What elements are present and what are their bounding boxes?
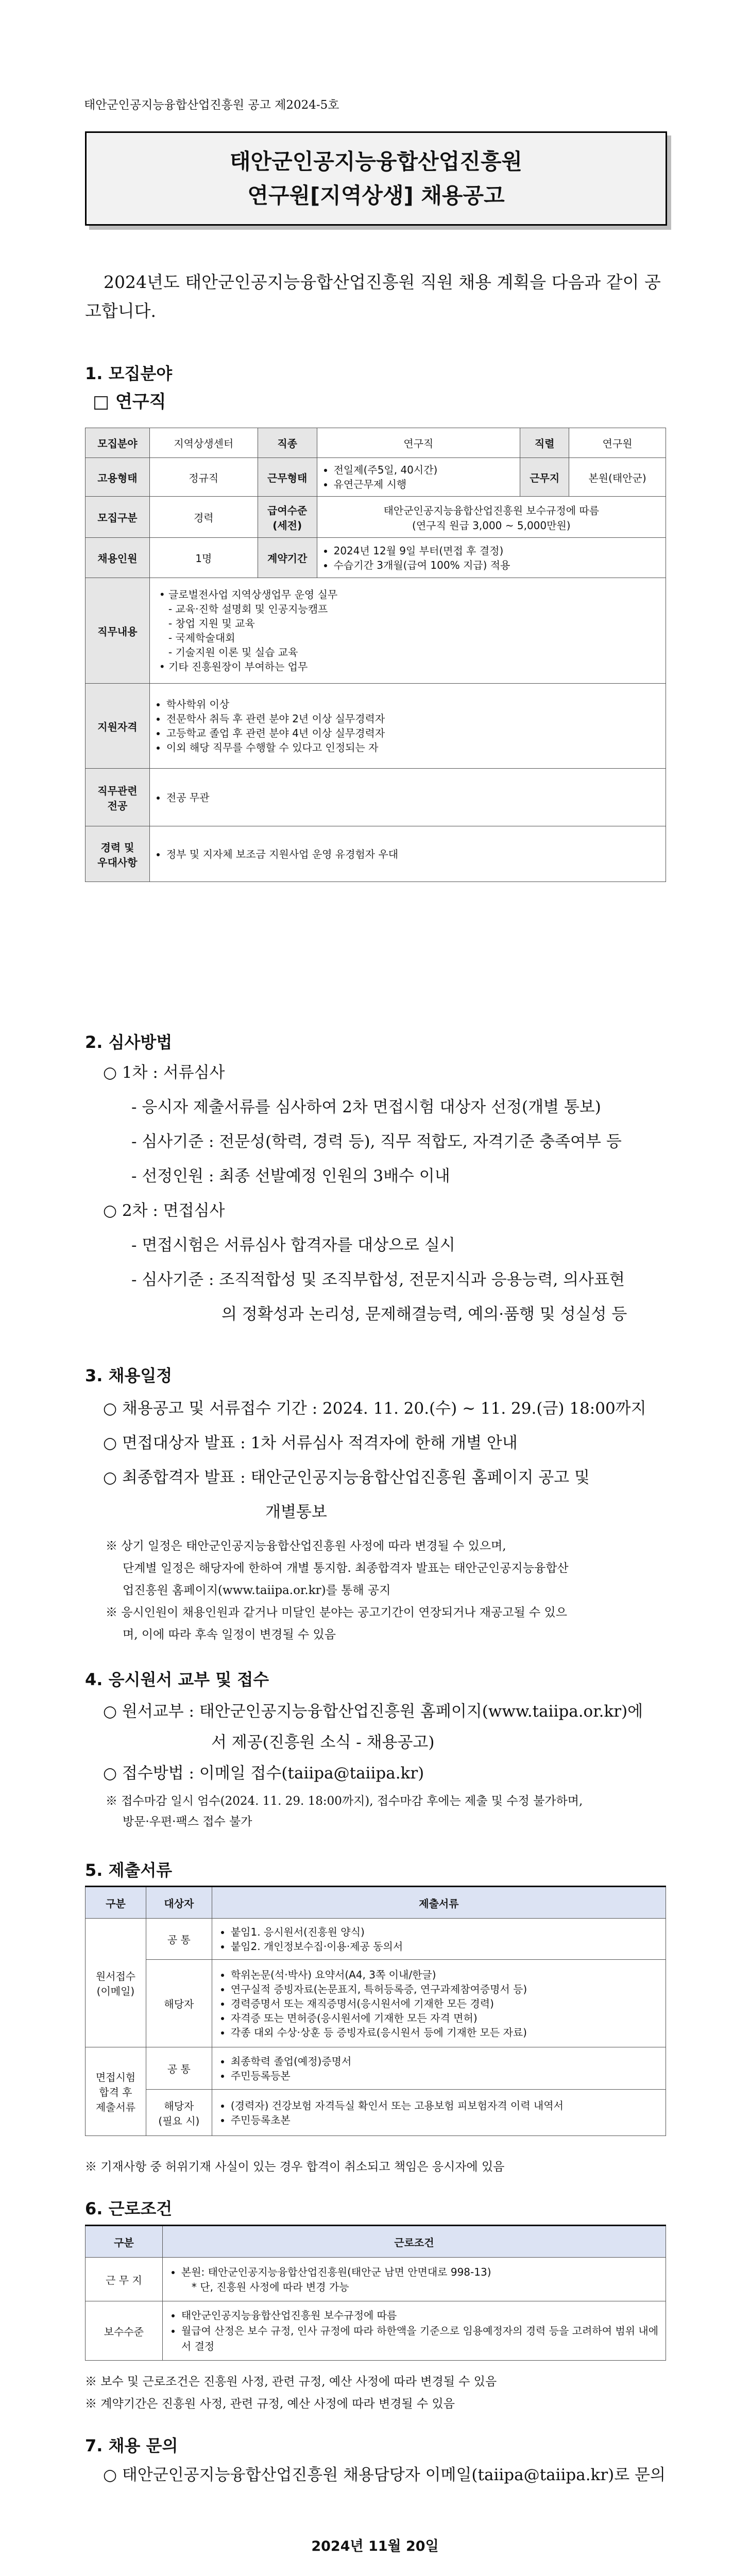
target-cell: 해당자 (필요 시): [146, 2090, 212, 2136]
text-line: ○ 원서교부 : 태안군인공지능융합산업진흥원 홈페이지(www.taiipa.or.kr)에: [103, 1702, 643, 1721]
note-line: ※ 상기 일정은 태안군인공지능융합산업진흥원 사정에 따라 변경될 수 있으며,: [106, 1539, 506, 1553]
column-header: 구분: [86, 2226, 163, 2258]
cell-value: [149, 769, 666, 826]
title-box: [85, 131, 667, 226]
cell-value: [149, 826, 666, 882]
section-1-heading: 1. 모집분야: [85, 364, 173, 383]
list-item: • 연구실적 증빙자료(논문표지, 특허등록증, 연구과제참여증명서 등): [231, 1982, 659, 1996]
list-item: - 국제학술대회: [168, 632, 235, 644]
header-part: 급여수준: [267, 504, 308, 517]
note-line: ※ 보수 및 근로조건은 진흥원 사정, 관련 규정, 예산 사정에 따라 변경될 수 있음: [85, 2375, 497, 2388]
intro-paragraph: 2024년도 태안군인공지능융합산업진흥원 직원 채용 계획을 다음과 같이 공고합니다.: [85, 272, 661, 321]
cell-value: [317, 458, 520, 497]
row-header: 보수수준: [86, 2301, 163, 2361]
text-line: 개별통보: [265, 1503, 327, 1521]
column-header: 근로조건: [162, 2226, 666, 2258]
list-item: - 교육·진학 설명회 및 인공지능캠프: [168, 603, 328, 615]
text-line: - 심사기준 : 전문성(학력, 경력 등), 직무 적합도, 자격기준 충족여부 등: [131, 1132, 622, 1151]
condition-cell: [162, 2301, 666, 2361]
text-line: 의 정확성과 논리성, 문제해결능력, 예의·품행 및 성실성 등: [221, 1305, 627, 1324]
text-line: ○ 접수방법 : 이메일 접수(taiipa@taiipa.kr): [103, 1764, 424, 1783]
cell-header: 모집구분: [86, 497, 150, 538]
recruitment-table: [85, 428, 666, 882]
note-line: ※ 응시인원이 채용인원과 같거나 미달인 분야는 공고기간이 연장되거나 재공고될 수 있으: [106, 1606, 567, 1619]
cell-value: 1명: [149, 538, 258, 578]
cell-header: 고용형태: [86, 458, 150, 497]
condition-note: * 단, 진흥원 사정에 따라 변경 가능: [191, 2281, 349, 2293]
list-item: • 이외 해당 직무를 수행할 수 있다고 인정되는 자: [166, 740, 660, 755]
text-line: - 심사기준 : 조직적합성 및 조직부합성, 전문지식과 응용능력, 의사표현: [131, 1270, 625, 1289]
list-item: • 글로벌전사업 지역상생업무 운영 실무: [159, 588, 338, 601]
list-item: • 기타 진흥원장이 부여하는 업무: [159, 660, 308, 673]
list-item: • 주민등록등본: [231, 2069, 659, 2083]
list-item: • 붙임1. 응시원서(진흥원 양식): [231, 1925, 659, 1939]
list-item: • 전공 무관: [166, 790, 660, 805]
cell-header: [258, 497, 317, 538]
section-4-heading: 4. 응시원서 교부 및 접수: [85, 1670, 269, 1689]
column-header: 구분: [86, 1887, 146, 1919]
docs-cell: [212, 1960, 666, 2047]
notice-number: 태안군인공지능융합산업진흥원 공고 제2024-5호: [84, 98, 339, 112]
cell-header: 직무내용: [86, 578, 150, 684]
text-line: ○ 최종합격자 발표 : 태안군인공지능융합산업진흥원 홈페이지 공고 및: [103, 1468, 590, 1487]
cell-header: 계약기간: [258, 538, 317, 578]
section-1-subheading: □ 연구직: [93, 392, 166, 412]
cell-header: 모집분야: [86, 428, 150, 458]
list-item: • 수습기간 3개월(급여 100% 지급) 적용: [334, 558, 660, 572]
cell-header: 경력 및 우대사항: [86, 826, 150, 882]
list-item: • (경력자) 건강보험 자격득실 확인서 또는 고용보험 피보험자격 이력 내역서: [231, 2098, 659, 2113]
text-line: 서 제공(진흥원 소식 - 채용공고): [211, 1733, 435, 1752]
note-line: ※ 접수마감 일시 엄수(2024. 11. 29. 18:00까지), 접수마감 후에는 제출 및 수정 불가하며,: [106, 1794, 583, 1808]
column-header: 대상자: [146, 1887, 212, 1919]
docs-cell: [212, 2047, 666, 2090]
list-item: • 유연근무제 시행: [334, 477, 515, 492]
salary-line-1: 태안군인공지능융합산업진흥원 보수규정에 따름: [383, 504, 600, 517]
note-line: 단계별 일정은 해당자에 한하여 개별 통지함. 최종합격자 발표는 태안군인공지능융합산: [123, 1562, 569, 1575]
documents-table: [85, 1886, 666, 2136]
cell-value: [317, 538, 666, 578]
cell-value: [149, 578, 666, 684]
list-item: • 학위논문(석·박사) 요약서(A4, 3쪽 이내/한글): [231, 1968, 659, 1982]
text-line: ○ 면접대상자 발표 : 1차 서류심사 적격자에 한해 개별 안내: [103, 1434, 518, 1452]
title-line-2: 연구원[지역상생] 채용공고: [247, 182, 505, 208]
text-line: - 응시자 제출서류를 심사하여 2차 면접시험 대상자 선정(개별 통보): [131, 1098, 601, 1116]
column-header: 제출서류: [212, 1887, 666, 1919]
cell-value: 경력: [149, 497, 258, 538]
target-cell: 공 통: [146, 1919, 212, 1960]
text-line: - 선정인원 : 최종 선발예정 인원의 3배수 이내: [131, 1167, 450, 1185]
note-line: 업진흥원 홈페이지(www.taiipa.or.kr)를 통해 공지: [123, 1584, 391, 1597]
target-cell: 공 통: [146, 2047, 212, 2090]
list-item: • 정부 및 지자체 보조금 지원사업 운영 유경험자 우대: [166, 847, 660, 861]
text-line: - 면접시험은 서류심사 합격자를 대상으로 실시: [131, 1236, 455, 1255]
section-3-heading: 3. 채용일정: [85, 1366, 173, 1385]
list-item: • 최종학력 졸업(예정)증명서: [231, 2054, 659, 2069]
group-cell: 면접시험 합격 후 제출서류: [86, 2047, 146, 2136]
docs-cell: [212, 2090, 666, 2136]
note-line: ※ 계약기간은 진흥원 사정, 관련 규정, 예산 사정에 따라 변경될 수 있음: [85, 2397, 455, 2411]
list-item: - 기술지원 이론 및 실습 교육: [168, 646, 298, 658]
list-item: • 각종 대외 수상·상훈 등 증빙자료(응시원서 등에 기재한 모든 자료): [231, 2025, 659, 2040]
list-item: • 주민등록초본: [231, 2113, 659, 2127]
cell-header: 근무형태: [258, 458, 317, 497]
cell-header: 직렬: [520, 428, 569, 458]
docs-cell: [212, 1919, 666, 1960]
list-item: • 전일제(주5일, 40시간): [334, 463, 515, 477]
list-item: - 창업 지원 및 교육: [168, 617, 255, 630]
note-line: 며, 이에 따라 후속 일정이 변경될 수 있음: [123, 1628, 336, 1641]
notice-date: 2024년 11월 20일: [311, 2538, 439, 2554]
note-line: ※ 기재사항 중 허위기재 사실이 있는 경우 합격이 취소되고 책임은 응시자에 있음: [85, 2160, 505, 2174]
cell-value: 정규직: [149, 458, 258, 497]
list-item: • 고등학교 졸업 후 관련 분야 4년 이상 실무경력자: [166, 726, 660, 740]
conditions-table: [85, 2225, 666, 2361]
text-line: ○ 1차 : 서류심사: [103, 1063, 225, 1082]
section-5-heading: 5. 제출서류: [85, 1860, 173, 1880]
list-item: • 월급여 산정은 보수 규정, 인사 규정에 따라 하한액을 기준으로 임용예정자의 경력 등을 고려하여 범위 내에서 결정: [181, 2323, 659, 2354]
cell-header: 지원자격: [86, 684, 150, 769]
list-item: • 태안군인공지능융합산업진흥원 보수규정에 따름: [181, 2308, 659, 2323]
group-cell: 원서접수 (이메일): [86, 1919, 146, 2047]
cell-value: 연구원: [569, 428, 666, 458]
cell-value: [149, 684, 666, 769]
condition-cell: [162, 2258, 666, 2301]
list-item: • 2024년 12월 9일 부터(면접 후 결정): [334, 544, 660, 558]
text-line: ○ 2차 : 면접심사: [103, 1201, 225, 1220]
cell-value: 연구직: [317, 428, 520, 458]
salary-line-2: (연구직 원급 3,000 ~ 5,000만원): [412, 519, 571, 532]
section-6-heading: 6. 근로조건: [85, 2199, 173, 2218]
cell-header: 근무지: [520, 458, 569, 497]
cell-header: 직종: [258, 428, 317, 458]
cell-header: 직무관련 전공: [86, 769, 150, 826]
list-item: • 자격증 또는 면허증(응시원서에 기재한 모든 자격 면허): [231, 2011, 659, 2025]
header-part: (세전): [272, 519, 302, 532]
target-cell: 해당자: [146, 1960, 212, 2047]
row-header: 근 무 지: [86, 2258, 163, 2301]
text-line: ○ 태안군인공지능융합산업진흥원 채용담당자 이메일(taiipa@taiipa.kr)로 문의: [103, 2466, 666, 2484]
list-item: • 전문학사 취득 후 관련 분야 2년 이상 실무경력자: [166, 711, 660, 726]
cell-value: 본원(태안군): [569, 458, 666, 497]
title-line-1: 태안군인공지능융합산업진흥원: [229, 148, 522, 174]
text-line: ○ 채용공고 및 서류접수 기간 : 2024. 11. 20.(수) ~ 11. 29.(금) 18:00까지: [103, 1399, 646, 1418]
section-2-heading: 2. 심사방법: [85, 1032, 173, 1052]
section-7-heading: 7. 채용 문의: [85, 2436, 178, 2455]
cell-value: 지역상생센터: [149, 428, 258, 458]
list-item: • 경력증명서 또는 재직증명서(응시원서에 기재한 모든 경력): [231, 1996, 659, 2011]
list-item: • 학사학위 이상: [166, 697, 660, 711]
cell-value: [317, 497, 666, 538]
list-item: • 본원: 태안군인공지능융합산업진흥원(태안군 남면 안면대로 998-13): [181, 2264, 659, 2280]
list-item: • 붙임2. 개인정보수집·이용·제공 동의서: [231, 1939, 659, 1954]
note-line: 방문·우편·팩스 접수 불가: [123, 1815, 252, 1828]
cell-header: 채용인원: [86, 538, 150, 578]
